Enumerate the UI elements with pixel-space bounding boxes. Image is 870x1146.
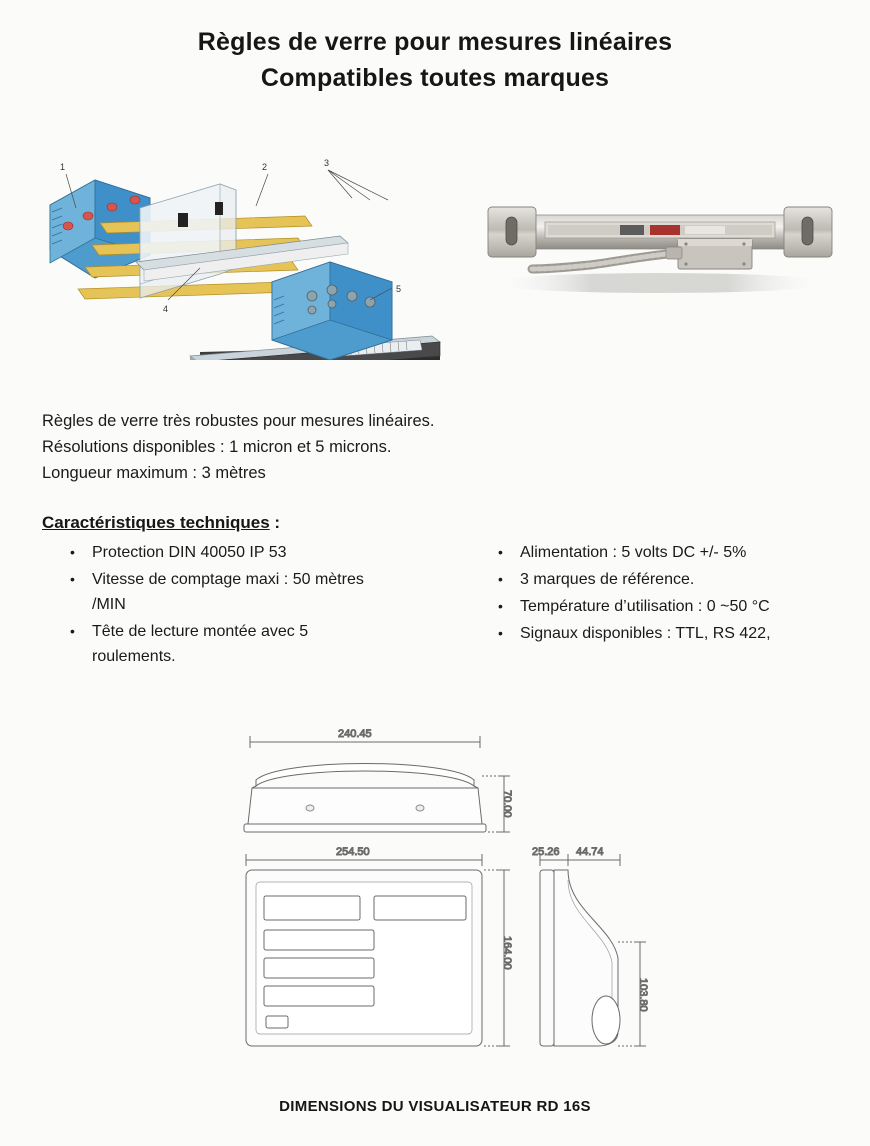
dim-front-width-label: 254.50 <box>336 846 370 858</box>
description-line-3: Longueur maximum : 3 mètres <box>42 464 266 482</box>
list-item-label: Alimentation : 5 volts DC +/- 5% <box>520 544 747 561</box>
product-description <box>42 408 562 486</box>
list-item <box>62 540 392 565</box>
callout-1: 1 <box>60 162 66 172</box>
top-view-body <box>244 764 486 833</box>
page-title <box>0 24 870 96</box>
callout-2: 2 <box>262 162 268 172</box>
list-item <box>490 621 840 646</box>
callout-4: 4 <box>163 304 169 314</box>
specs-list-left <box>62 540 392 671</box>
front-view-body <box>246 870 482 1046</box>
description-line-1: Règles de verre très robustes pour mesures linéaires. <box>42 412 435 430</box>
list-item-label: Protection DIN 40050 IP 53 <box>92 544 287 561</box>
blue-end-cap-right <box>272 262 392 360</box>
specs-list-right <box>490 540 840 648</box>
dim-side-depth-b-label: 44.74 <box>576 846 604 858</box>
side-view-body <box>540 870 620 1046</box>
specs-heading <box>42 513 280 533</box>
list-item-label: 3 marques de référence. <box>520 571 695 588</box>
dim-side-height-label: 103.80 <box>637 978 649 1012</box>
drawing-caption: DIMENSIONS DU VISUALISATEUR RD 16S <box>279 1098 591 1115</box>
exploded-scale-diagram <box>40 150 450 360</box>
bullet-icon: • <box>498 571 503 587</box>
bullet-icon: • <box>70 623 75 639</box>
specs-heading-suffix: : <box>269 513 281 532</box>
callout-3: 3 <box>324 158 330 168</box>
dim-top-height-label: 70.00 <box>501 790 513 818</box>
bullet-icon: • <box>70 544 75 560</box>
list-item-label: Tête de lecture montée avec 5 roulements. <box>92 623 309 665</box>
list-item <box>62 619 392 669</box>
list-item <box>490 594 840 619</box>
bullet-icon: • <box>498 544 503 560</box>
list-item <box>490 540 840 565</box>
dim-side-depth-a-label: 25.26 <box>532 846 560 858</box>
title-line-1: Règles de verre pour mesures linéaires <box>197 28 673 56</box>
linear-scale-photo <box>470 185 850 315</box>
dimension-drawing <box>220 720 680 1060</box>
list-item-label: Température d’utilisation : 0 ~50 °C <box>520 598 770 615</box>
list-item <box>62 567 392 617</box>
bullet-icon: • <box>498 598 503 614</box>
description-line-2: Résolutions disponibles : 1 micron et 5 microns. <box>42 438 392 456</box>
callout-5: 5 <box>396 284 402 294</box>
bullet-icon: • <box>498 625 503 641</box>
glass-housing <box>140 184 236 298</box>
dim-top-width-label: 240.45 <box>338 728 372 740</box>
title-line-2: Compatibles toutes marques <box>260 64 610 92</box>
list-item <box>490 567 840 592</box>
list-item-label: Vitesse de comptage maxi : 50 mètres /MIN <box>92 571 364 613</box>
dim-front-height-label: 164.00 <box>501 936 513 970</box>
list-item-label: Signaux disponibles : TTL, RS 422, <box>520 625 771 642</box>
specs-heading-text: Caractéristiques techniques <box>42 513 270 532</box>
bullet-icon: • <box>70 571 75 587</box>
